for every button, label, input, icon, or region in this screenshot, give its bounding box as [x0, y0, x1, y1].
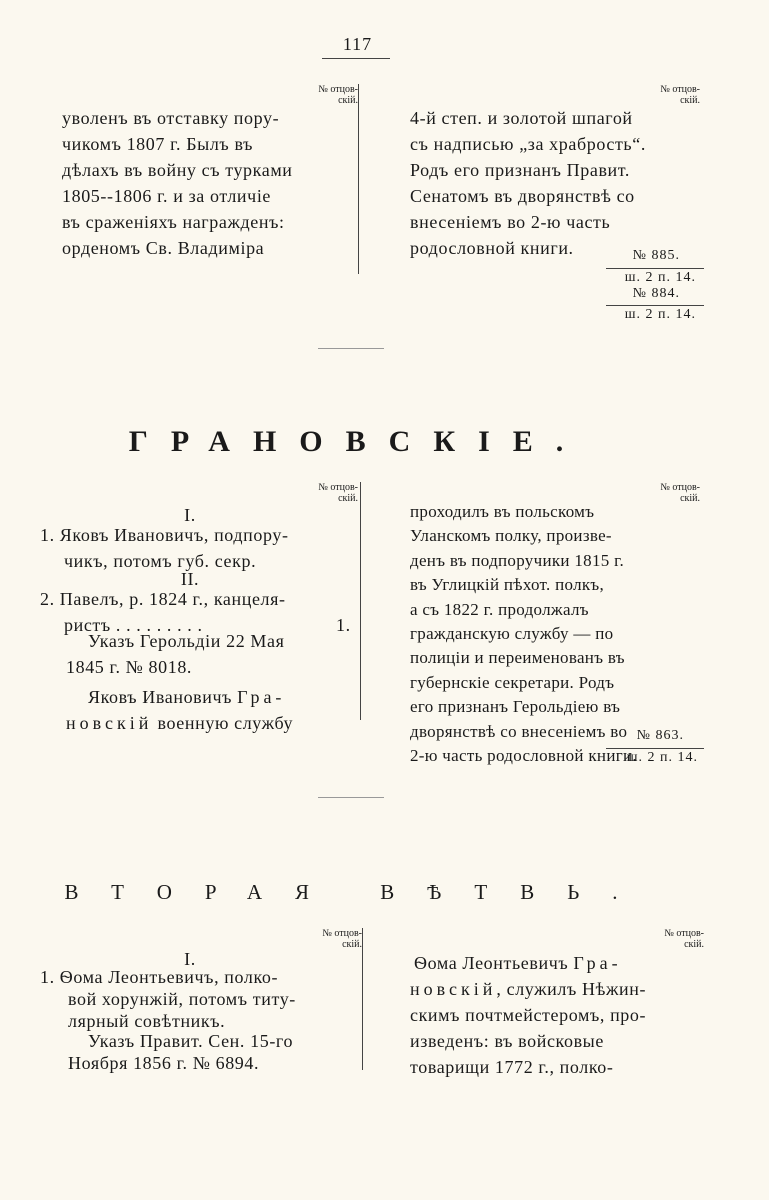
s1-right-text: проходилъ въ польскомъ Уланскомъ полку, произве- денъ въ подпоручики 1815 г. въ Углицкій пѣхот. полкъ, а съ 1822 г. продолжалъ гражданскую службу — по полиціи и переименованъ въ губернскіе секретари. Родъ его признанъ Герольдіею въ дворянствѣ со внесеніемъ во 2-ю часть родословной книги. [410, 502, 637, 766]
column-mark-left-s1: № отцов- скій. [318, 482, 358, 504]
s2-entry-1: 1. Ѳома Леонтьевичъ, полко- вой хорунжій, потомъ титу- лярный совѣтникъ. [40, 967, 296, 1031]
s1-rule [606, 748, 704, 749]
top-left-text: уволенъ въ отставку пору- чикомъ 1807 г. Былъ въ дѣлахъ въ войну съ турками 1805--1806 г. и за отличіе въ сраженіяхъ награжденъ: орденомъ Св. Владиміра [62, 108, 293, 258]
column-divider-s1 [360, 482, 361, 720]
top-record-ref-2: ш. 2 п. 14. [624, 307, 696, 322]
page-number-rule [322, 58, 390, 59]
top-record-number-2: № 884. [632, 286, 680, 301]
s2-decree: Указъ Правит. Сен. 15-го Ноября 1856 г. № 6894. [68, 1031, 294, 1073]
s1-record-ref: ш. 2 п. 14. [626, 750, 698, 765]
column-mark-right-s1: № отцов- скій. [660, 482, 700, 504]
top-rule-1 [606, 268, 704, 269]
column-mark-right-top: № отцов- скій. [660, 84, 700, 106]
section-title-granovskie: ГРАНОВСКІЕ. [128, 425, 587, 458]
s1-paragraph-left: Яковъ Ивановичъ Гра- новскій военную службу [66, 687, 294, 733]
column-mark-right-s2: № отцов- скій. [664, 928, 704, 950]
top-record-ref-1: ш. 2 п. 14. [624, 270, 696, 285]
section-title-second-branch: ВТОРАЯ ВѢТВЬ. [64, 880, 651, 904]
s1-decree: Указъ Герольдіи 22 Мая 1845 г. № 8018. [66, 631, 285, 677]
column-mark-left-top: № отцов- скій. [318, 84, 358, 106]
column-divider-top [358, 84, 359, 274]
top-right-text: 4-й степ. и золотой шпагой съ надписью „за храбрость“. Родъ его признанъ Правит. Сенатомъ въ дворянствѣ со внесеніемъ во 2-ю часть родословной книги. [410, 108, 646, 258]
s1-roman-2: II. [180, 569, 200, 589]
s1-entry-2: 2. Павелъ, р. 1824 г., канцеля- ристъ . . . . . . . . . [40, 589, 286, 635]
column-divider-s2 [362, 928, 363, 1070]
s1-entry-2-number: 1. [336, 615, 351, 635]
s1-entry-1: 1. Яковъ Ивановичъ, подпору- чикъ, потомъ губ. секр. [40, 525, 289, 571]
top-rule-2 [606, 305, 704, 306]
s1-record-number: № 863. [636, 728, 684, 743]
page-number: 117 [342, 34, 373, 54]
section-separator-1 [318, 348, 384, 349]
top-record-number-1: № 885. [632, 248, 680, 263]
s2-roman-1: I. [184, 949, 196, 969]
s2-right-text: Ѳома Леонтьевичъ Гра- новскій, служилъ Нѣжин- скимъ почтмейстеромъ, про- изведенъ: въ войсковые товарищи 1772 г., полко- [410, 953, 647, 1077]
section-separator-2 [318, 797, 384, 798]
column-mark-left-s2: № отцов- скій. [322, 928, 362, 950]
s1-roman-1: I. [184, 505, 196, 525]
